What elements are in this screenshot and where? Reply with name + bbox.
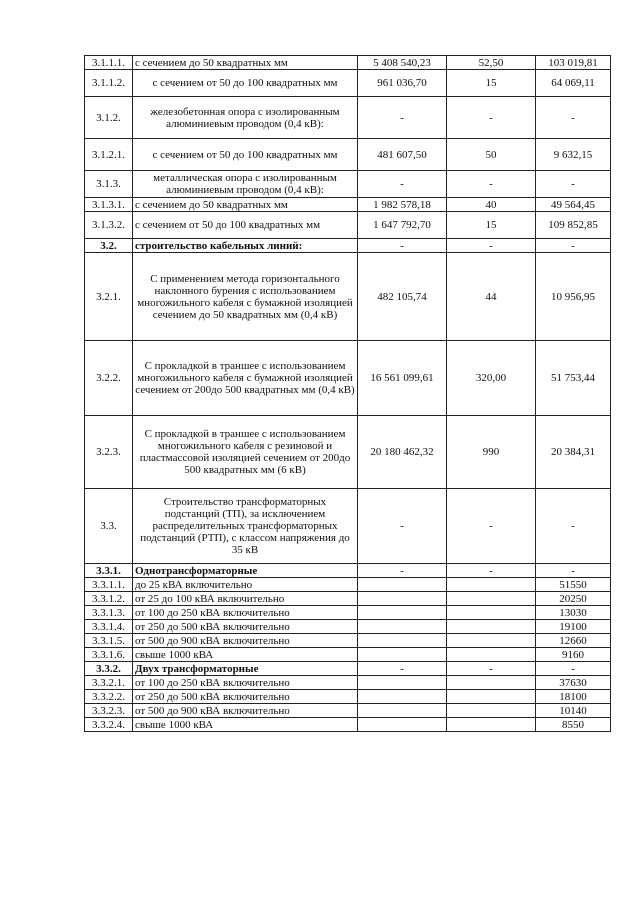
row-description: от 25 до 100 кВА включительно	[133, 592, 358, 606]
row-length: 52,50	[447, 56, 536, 70]
row-number: 3.3.2.	[85, 662, 133, 676]
row-length: 44	[447, 253, 536, 341]
row-number: 3.3.1.6.	[85, 648, 133, 662]
row-number: 3.3.1.2.	[85, 592, 133, 606]
row-rate: -	[536, 171, 611, 198]
row-description: с сечением от 50 до 100 квадратных мм	[133, 212, 358, 239]
tariff-table	[84, 55, 611, 732]
row-number: 3.1.3.1.	[85, 198, 133, 212]
table-row	[85, 70, 611, 97]
row-cost	[358, 704, 447, 718]
row-number: 3.1.1.2.	[85, 70, 133, 97]
row-cost	[358, 592, 447, 606]
row-description: с сечением от 50 до 100 квадратных мм	[133, 139, 358, 171]
row-rate: 49 564,45	[536, 198, 611, 212]
row-number: 3.3.1.	[85, 564, 133, 578]
row-description: до 25 кВА включительно	[133, 578, 358, 592]
table-row	[85, 139, 611, 171]
row-length	[447, 704, 536, 718]
row-rate: 10140	[536, 704, 611, 718]
row-rate: 64 069,11	[536, 70, 611, 97]
row-cost: 1 982 578,18	[358, 198, 447, 212]
row-number: 3.2.3.	[85, 416, 133, 489]
row-rate: 19100	[536, 620, 611, 634]
row-rate: 109 852,85	[536, 212, 611, 239]
row-rate: 8550	[536, 718, 611, 732]
row-length: 320,00	[447, 341, 536, 416]
row-cost	[358, 578, 447, 592]
row-description: с сечением до 50 квадратных мм	[133, 198, 358, 212]
row-number: 3.3.	[85, 489, 133, 564]
table-row	[85, 662, 611, 676]
row-description: от 250 до 500 кВА включительно	[133, 620, 358, 634]
row-length: -	[447, 97, 536, 139]
row-description: металлическая опора с изолированным алюминиевым проводом (0,4 кВ):	[133, 171, 358, 198]
row-description: от 500 до 900 кВА включительно	[133, 634, 358, 648]
row-length	[447, 620, 536, 634]
row-cost	[358, 634, 447, 648]
row-number: 3.2.	[85, 239, 133, 253]
row-rate: -	[536, 489, 611, 564]
row-rate: 37630	[536, 676, 611, 690]
table-row	[85, 171, 611, 198]
row-number: 3.3.2.2.	[85, 690, 133, 704]
row-rate: 13030	[536, 606, 611, 620]
row-cost	[358, 676, 447, 690]
row-description: с сечением от 50 до 100 квадратных мм	[133, 70, 358, 97]
row-number: 3.1.3.	[85, 171, 133, 198]
table-row	[85, 704, 611, 718]
row-cost: -	[358, 171, 447, 198]
row-description: Однотрансформаторные	[133, 564, 358, 578]
row-length: -	[447, 171, 536, 198]
table-row	[85, 578, 611, 592]
row-length: 15	[447, 70, 536, 97]
row-rate: 9160	[536, 648, 611, 662]
table-row	[85, 97, 611, 139]
table-row	[85, 56, 611, 70]
row-number: 3.3.2.3.	[85, 704, 133, 718]
row-length: 990	[447, 416, 536, 489]
row-length: 15	[447, 212, 536, 239]
row-length	[447, 718, 536, 732]
table-row	[85, 212, 611, 239]
table-row	[85, 341, 611, 416]
row-length: -	[447, 662, 536, 676]
row-rate: 12660	[536, 634, 611, 648]
row-description: строительство кабельных линий:	[133, 239, 358, 253]
row-cost: -	[358, 564, 447, 578]
row-number: 3.3.2.4.	[85, 718, 133, 732]
row-cost: -	[358, 97, 447, 139]
row-description: свыше 1000 кВА	[133, 648, 358, 662]
row-description: с сечением до 50 квадратных мм	[133, 56, 358, 70]
row-number: 3.3.1.4.	[85, 620, 133, 634]
row-length: 40	[447, 198, 536, 212]
tariff-table-body	[85, 56, 611, 732]
row-length	[447, 690, 536, 704]
row-rate: 103 019,81	[536, 56, 611, 70]
row-description: Двух трансформаторные	[133, 662, 358, 676]
row-cost	[358, 606, 447, 620]
row-number: 3.2.1.	[85, 253, 133, 341]
row-cost: 481 607,50	[358, 139, 447, 171]
row-rate: 10 956,95	[536, 253, 611, 341]
row-cost	[358, 718, 447, 732]
row-rate: -	[536, 239, 611, 253]
row-number: 3.1.2.1.	[85, 139, 133, 171]
row-cost: 20 180 462,32	[358, 416, 447, 489]
row-length: 50	[447, 139, 536, 171]
row-length	[447, 578, 536, 592]
row-description: железобетонная опора с изолированным алюминиевым проводом (0,4 кВ):	[133, 97, 358, 139]
row-description: С прокладкой в траншее с использованием многожильного кабеля с бумажной изоляцией сечением от 200до 500 квадратных мм (0,4 кВ)	[133, 341, 358, 416]
table-row	[85, 718, 611, 732]
row-cost: 961 036,70	[358, 70, 447, 97]
row-rate: 18100	[536, 690, 611, 704]
table-row	[85, 676, 611, 690]
row-description: от 100 до 250 кВА включительно	[133, 676, 358, 690]
row-rate: -	[536, 564, 611, 578]
row-length: -	[447, 564, 536, 578]
row-description: С применением метода горизонтального наклонного бурения с использованием многожильного кабеля с бумажной изоляцией сечением до 50 квадратных мм (0,4 кВ)	[133, 253, 358, 341]
row-number: 3.3.2.1.	[85, 676, 133, 690]
row-rate: 51 753,44	[536, 341, 611, 416]
row-length	[447, 676, 536, 690]
row-length	[447, 592, 536, 606]
row-rate: -	[536, 97, 611, 139]
row-cost	[358, 620, 447, 634]
row-rate: 51550	[536, 578, 611, 592]
table-row	[85, 606, 611, 620]
row-description: С прокладкой в траншее с использованием многожильного кабеля с резиновой и пластмассовой изоляцией сечением от 200до 500 квадратных мм (6 кВ)	[133, 416, 358, 489]
table-row	[85, 564, 611, 578]
row-cost: 1 647 792,70	[358, 212, 447, 239]
row-length: -	[447, 239, 536, 253]
row-cost	[358, 648, 447, 662]
row-length	[447, 606, 536, 620]
table-row	[85, 634, 611, 648]
row-rate: -	[536, 662, 611, 676]
row-number: 3.3.1.3.	[85, 606, 133, 620]
row-cost: 482 105,74	[358, 253, 447, 341]
row-rate: 20250	[536, 592, 611, 606]
row-length	[447, 634, 536, 648]
row-cost: -	[358, 489, 447, 564]
row-number: 3.1.1.1.	[85, 56, 133, 70]
row-length	[447, 648, 536, 662]
table-row	[85, 253, 611, 341]
table-row	[85, 648, 611, 662]
row-number: 3.2.2.	[85, 341, 133, 416]
table-row	[85, 690, 611, 704]
row-rate: 20 384,31	[536, 416, 611, 489]
table-row	[85, 489, 611, 564]
row-cost: 5 408 540,23	[358, 56, 447, 70]
table-row	[85, 239, 611, 253]
row-cost	[358, 690, 447, 704]
row-description: от 500 до 900 кВА включительно	[133, 704, 358, 718]
row-length: -	[447, 489, 536, 564]
row-description: свыше 1000 кВА	[133, 718, 358, 732]
row-cost: -	[358, 239, 447, 253]
table-row	[85, 198, 611, 212]
row-description: от 100 до 250 кВА включительно	[133, 606, 358, 620]
row-number: 3.1.2.	[85, 97, 133, 139]
row-cost: -	[358, 662, 447, 676]
row-description: от 250 до 500 кВА включительно	[133, 690, 358, 704]
table-row	[85, 416, 611, 489]
row-number: 3.1.3.2.	[85, 212, 133, 239]
row-number: 3.3.1.5.	[85, 634, 133, 648]
row-number: 3.3.1.1.	[85, 578, 133, 592]
table-row	[85, 620, 611, 634]
table-row	[85, 592, 611, 606]
row-rate: 9 632,15	[536, 139, 611, 171]
row-cost: 16 561 099,61	[358, 341, 447, 416]
row-description: Строительство трансформаторных подстанций (ТП), за исключением распределительных трансформаторных подстанций (РТП), с классом напряжения до 35 кВ	[133, 489, 358, 564]
